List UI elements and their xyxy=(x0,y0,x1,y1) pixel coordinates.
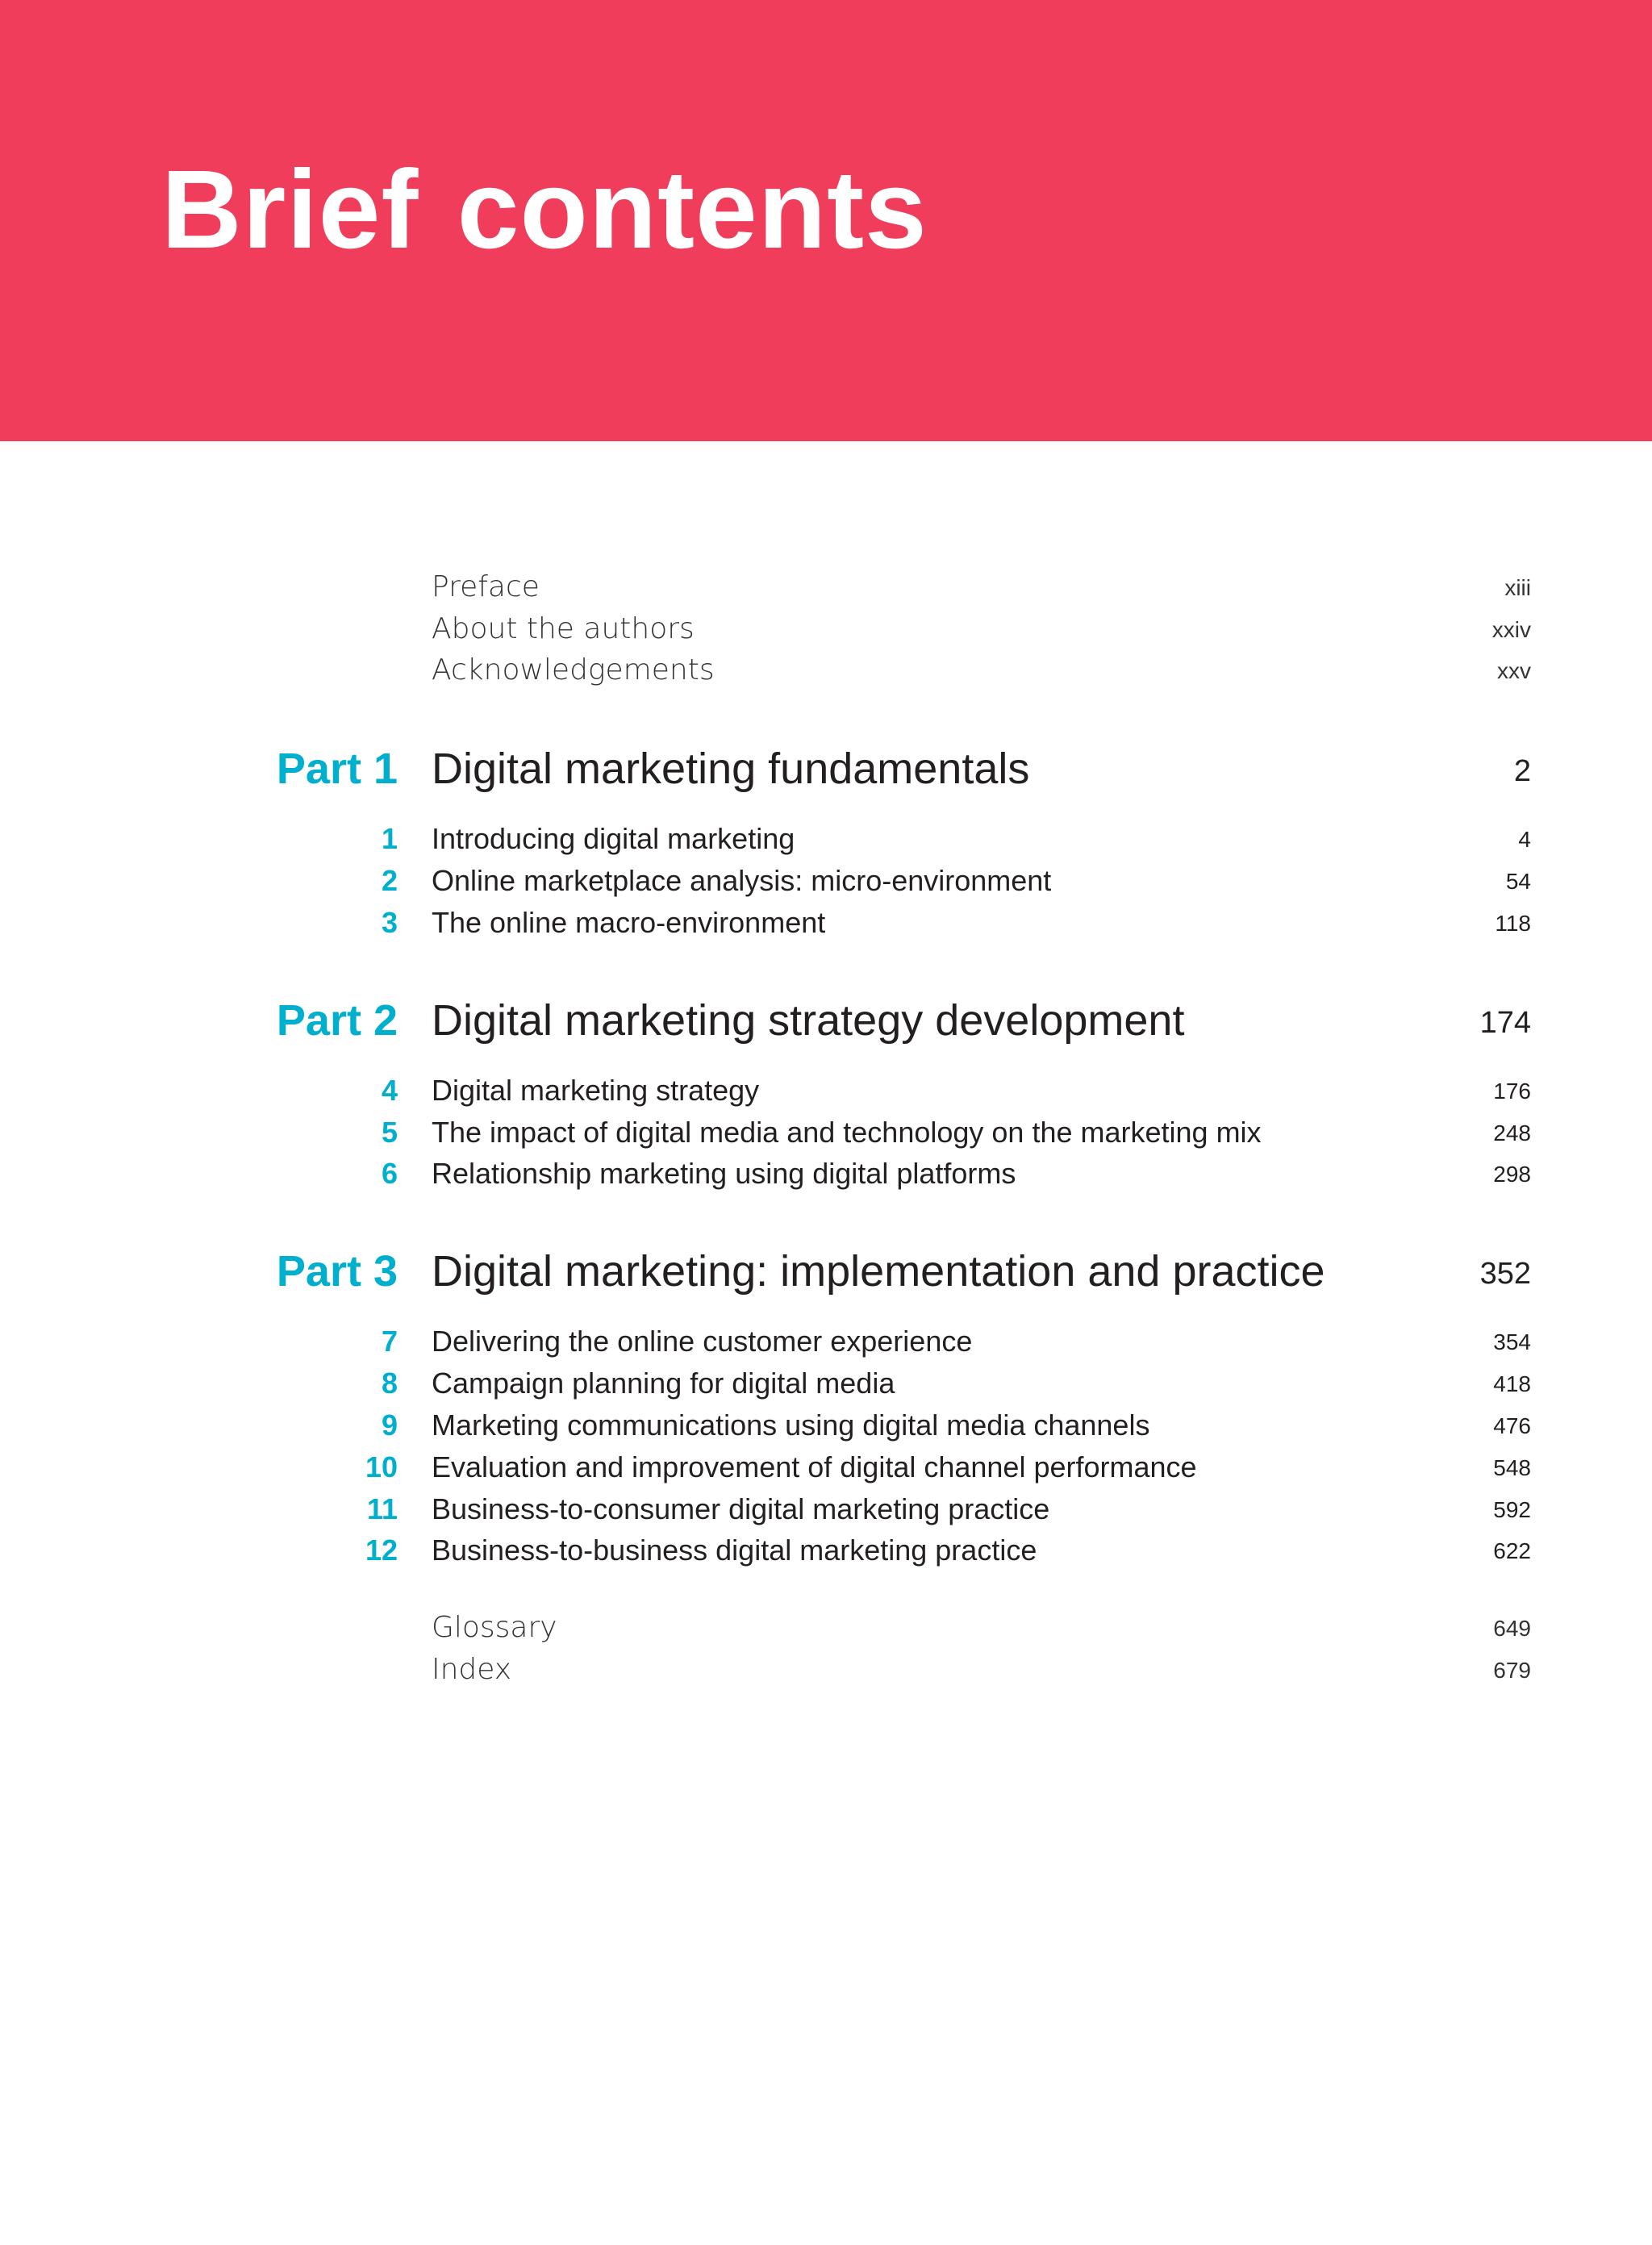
entry-title: Acknowledgements xyxy=(432,653,715,686)
chapter-number: 2 xyxy=(381,864,398,897)
chapter-title: Evaluation and improvement of digital channel performance xyxy=(432,1450,1197,1483)
chapter-title: Marketing communications using digital media channels xyxy=(432,1408,1150,1442)
chapter-number: 1 xyxy=(381,822,398,855)
chapter-page: 548 xyxy=(1493,1455,1531,1480)
chapter-page: 418 xyxy=(1493,1371,1531,1396)
entry-page: 649 xyxy=(1493,1616,1531,1641)
entry-page: 679 xyxy=(1493,1658,1531,1683)
chapter-page: 476 xyxy=(1493,1413,1531,1438)
part-label: Part 1 xyxy=(276,745,398,793)
chapter-title: Online marketplace analysis: micro-environment xyxy=(432,864,1052,897)
chapter-number: 8 xyxy=(381,1367,398,1400)
chapter-number: 3 xyxy=(381,906,398,939)
chapter-title: The impact of digital media and technology on the marketing mix xyxy=(432,1116,1262,1149)
chapter-page: 592 xyxy=(1493,1497,1531,1522)
chapter-title: Campaign planning for digital media xyxy=(432,1367,895,1400)
part-page: 2 xyxy=(1513,754,1531,788)
chapter-number: 6 xyxy=(381,1157,398,1190)
entry-page: xxv xyxy=(1497,658,1531,683)
chapter-number: 11 xyxy=(366,1492,398,1525)
chapter-number: 5 xyxy=(381,1116,398,1149)
part-title: Digital marketing strategy development xyxy=(432,996,1185,1045)
entry-title: Glossary xyxy=(432,1611,557,1644)
part-title: Digital marketing fundamentals xyxy=(432,745,1030,793)
chapter-title: Relationship marketing using digital platforms xyxy=(432,1157,1016,1190)
chapter-title: The online macro-environment xyxy=(432,906,826,939)
chapter-page: 354 xyxy=(1493,1329,1531,1354)
chapter-page: 298 xyxy=(1493,1162,1531,1187)
chapter-title: Digital marketing strategy xyxy=(432,1074,760,1107)
chapter-title: Business-to-consumer digital marketing practice xyxy=(432,1492,1050,1525)
chapter-number: 7 xyxy=(381,1325,398,1358)
entry-page: xiii xyxy=(1504,575,1531,600)
chapter-title: Delivering the online customer experience xyxy=(432,1325,973,1358)
entry-title: Index xyxy=(432,1653,512,1686)
chapter-page: 248 xyxy=(1493,1120,1531,1145)
page-title: Brief contents xyxy=(161,148,928,272)
entry-title: About the authors xyxy=(432,612,695,645)
chapter-page: 176 xyxy=(1493,1079,1531,1104)
chapter-number: 9 xyxy=(381,1408,398,1442)
part-page: 352 xyxy=(1479,1257,1531,1291)
entry-page: xxiv xyxy=(1491,617,1531,642)
chapter-page: 54 xyxy=(1505,869,1531,894)
chapter-number: 4 xyxy=(381,1074,398,1107)
chapter-title: Business-to-business digital marketing practice xyxy=(432,1534,1037,1567)
chapter-number: 10 xyxy=(365,1450,398,1483)
part-title: Digital marketing: implementation and practice xyxy=(432,1247,1325,1296)
chapter-title: Introducing digital marketing xyxy=(432,822,795,855)
chapter-page: 4 xyxy=(1518,827,1531,852)
part-page: 174 xyxy=(1479,1006,1531,1040)
part-label: Part 3 xyxy=(276,1247,398,1296)
chapter-page: 118 xyxy=(1495,911,1531,936)
part-label: Part 2 xyxy=(276,996,398,1045)
entry-title: Preface xyxy=(432,570,540,603)
chapter-page: 622 xyxy=(1493,1538,1531,1563)
chapter-number: 12 xyxy=(365,1534,398,1567)
